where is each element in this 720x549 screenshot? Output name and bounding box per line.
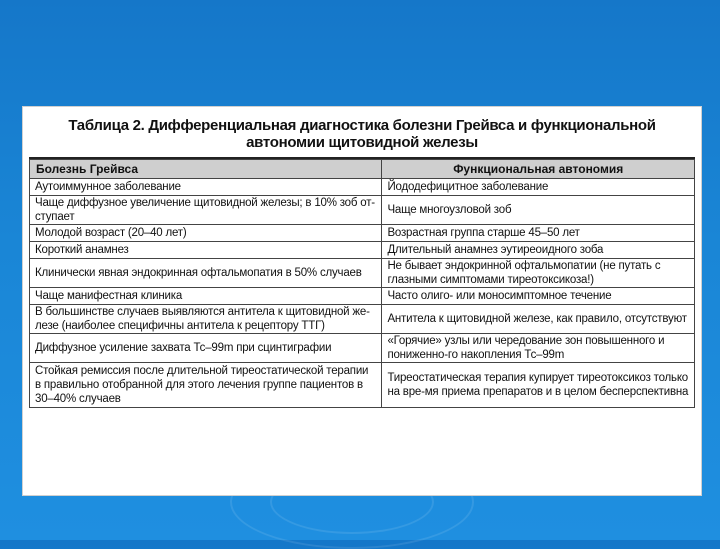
- cell-autonomy: Часто олиго- или моносимптомное течение: [382, 288, 695, 305]
- table-title: [29, 111, 695, 159]
- cell-autonomy: Антитела к щитовидной железе, как правило, отсутствуют: [382, 305, 695, 334]
- cell-autonomy: «Горячие» узлы или чередование зон повышенного и пониженно-го накопления Тс–99m: [382, 334, 695, 363]
- cell-graves: Чаще манифестная клиника: [30, 288, 382, 305]
- table-row: [30, 334, 695, 363]
- cell-autonomy: Тиреостатическая терапия купирует тиреотоксикоз только на вре-мя приема препаратов и в целом бесперспективна: [382, 363, 695, 408]
- header-autonomy: Функциональная автономия: [382, 160, 695, 179]
- table-row: [30, 179, 695, 196]
- cell-autonomy: Длительный анамнез эутиреоидного зоба: [382, 242, 695, 259]
- cell-graves: Короткий анамнез: [30, 242, 382, 259]
- cell-autonomy: Чаще многоузловой зоб: [382, 196, 695, 225]
- cell-autonomy: Возрастная группа старше 45–50 лет: [382, 225, 695, 242]
- cell-graves: Диффузное усиление захвата Тс–99m при сцинтиграфии: [30, 334, 382, 363]
- cell-graves: Аутоиммунное заболевание: [30, 179, 382, 196]
- table-card: [22, 106, 702, 496]
- table-row: [30, 363, 695, 408]
- cell-graves: Молодой возраст (20–40 лет): [30, 225, 382, 242]
- table-row: [30, 225, 695, 242]
- table-row: [30, 305, 695, 334]
- table-row: [30, 242, 695, 259]
- title-line-1: Таблица 2. Дифференциальная диагностика болезни Грейвса и функциональной: [68, 117, 656, 134]
- cell-graves: Стойкая ремиссия после длительной тиреостатической терапии в правильно отобранной для этого лечения группе пациентов в 30–40% случаев: [30, 363, 382, 408]
- cell-autonomy: Йододефицитное заболевание: [382, 179, 695, 196]
- cell-graves: В большинстве случаев выявляются антитела к щитовидной же-лезе (наиболее специфичны антитела к рецептору ТТГ): [30, 305, 382, 334]
- cell-graves: Чаще диффузное увеличение щитовидной железы; в 10% зоб от-ступает: [30, 196, 382, 225]
- header-graves: Болезнь Грейвса: [30, 160, 382, 179]
- title-line-2: автономии щитовидной железы: [246, 134, 478, 151]
- cell-graves: Клинически явная эндокринная офтальмопатия в 50% случаев: [30, 259, 382, 288]
- table-row: [30, 196, 695, 225]
- cell-autonomy: Не бывает эндокринной офтальмопатии (не путать с глазными симптомами тиреотоксикоза!): [382, 259, 695, 288]
- comparison-table: [29, 159, 695, 408]
- table-row: [30, 288, 695, 305]
- table-row: [30, 259, 695, 288]
